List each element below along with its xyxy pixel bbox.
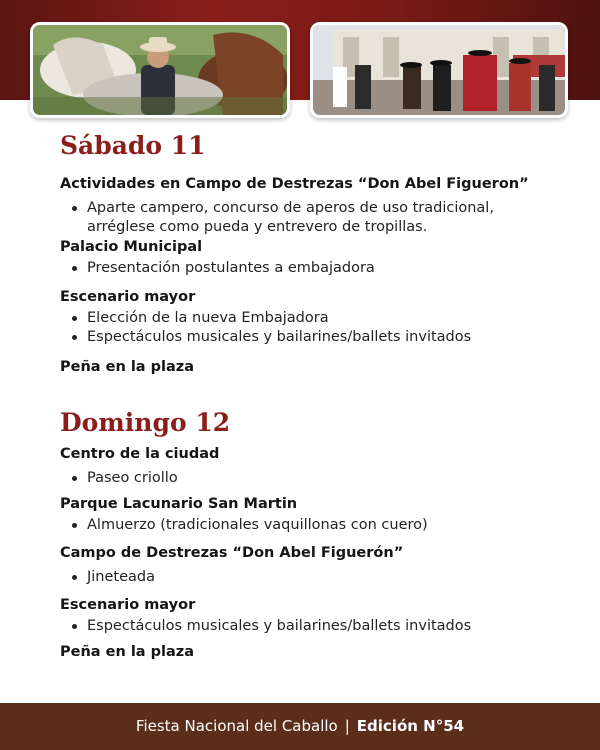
activity-list [60,309,560,347]
list-item: Jineteada [87,568,560,587]
list-item: Espectáculos musicales y bailarines/ballets invitados [87,328,560,347]
activity-list [60,469,560,488]
activity-list [60,199,560,237]
list-item: Paseo criollo [87,469,560,488]
activity-list [60,516,560,535]
venue-heading: Peña en la plaza [60,359,194,375]
event-name: Fiesta Nacional del Caballo [135,717,338,735]
list-item: Aparte campero, concurso de aperos de uso tradicional, arréglese como pueda y entrevero de tropillas. [87,199,560,237]
gaucho-parade-photo [310,22,568,118]
venue-heading: Campo de Destrezas “Don Abel Figuerón” [60,545,404,561]
list-item: Almuerzo (tradicionales vaquillonas con cuero) [87,516,560,535]
day-title-domingo: Domingo 12 [60,408,231,437]
horse-riders-photo [30,22,290,118]
venue-heading: Palacio Municipal [60,239,203,255]
venue-heading: Peña en la plaza [60,644,194,660]
program-content [60,130,560,662]
venue-heading: Actividades en Campo de Destrezas “Don Abel Figueron” [60,176,529,192]
list-item: Presentación postulantes a embajadora [87,259,560,278]
venue-heading: Centro de la ciudad [60,446,220,462]
day-title-sabado: Sábado 11 [60,131,206,160]
activity-list [60,568,560,587]
edition-label: Edición N°54 [356,717,465,735]
activity-list [60,259,560,278]
venue-heading: Escenario mayor [60,289,196,305]
footer-bar [0,703,600,750]
list-item: Elección de la nueva Embajadora [87,309,560,328]
activity-list [60,617,560,636]
venue-heading: Escenario mayor [60,597,196,613]
footer-separator: | [344,717,350,735]
list-item: Espectáculos musicales y bailarines/ballets invitados [87,617,560,636]
venue-heading: Parque Lacunario San Martin [60,496,298,512]
